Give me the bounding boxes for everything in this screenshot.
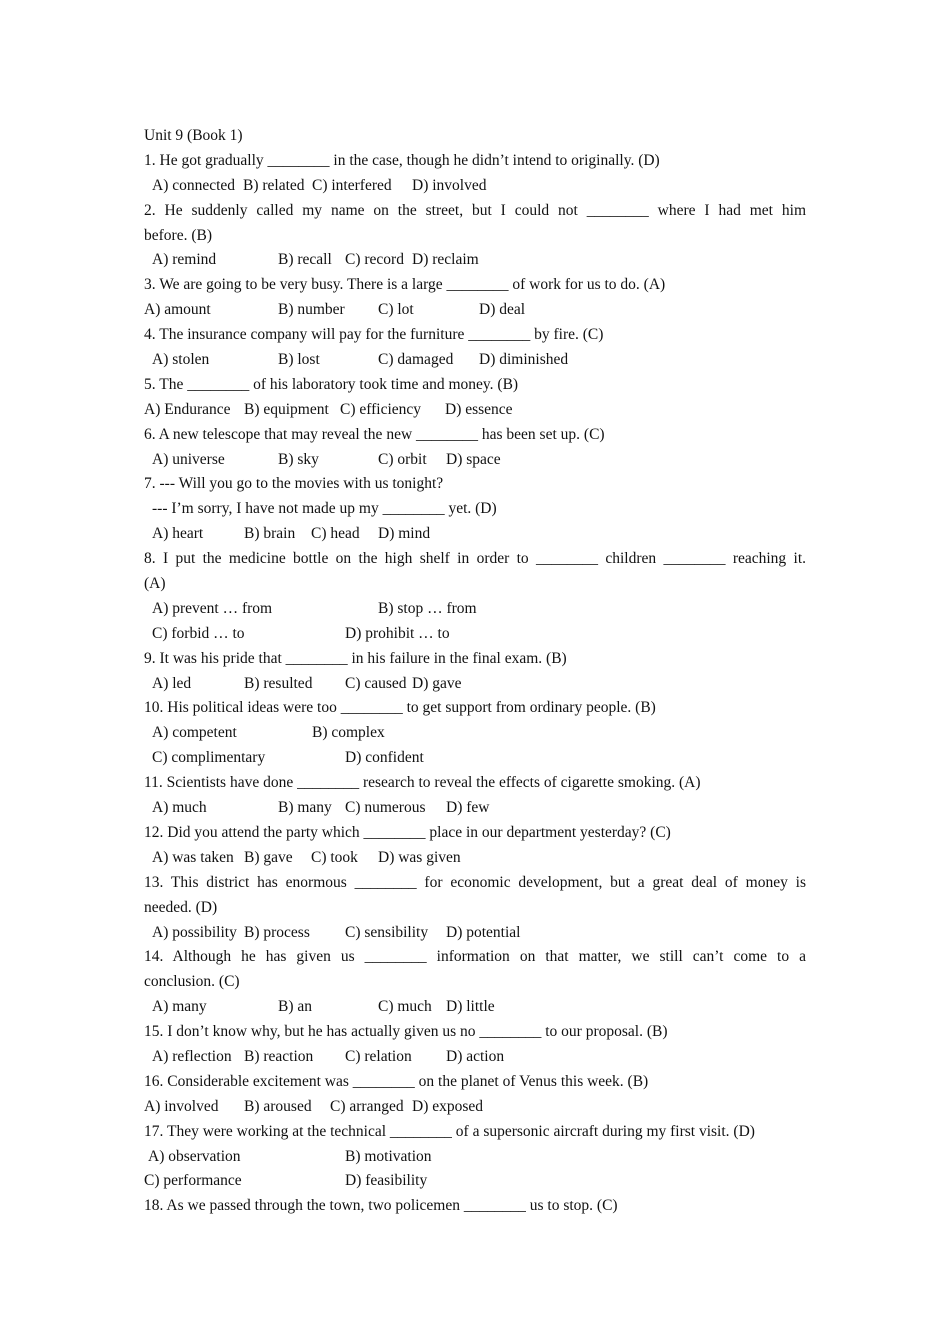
answer-option-d: D) essence: [445, 400, 513, 418]
answer-option-d: D) little: [446, 998, 495, 1016]
answer-option-d: D) deal: [479, 301, 526, 319]
question-stem: 1. He got gradually ________ in the case, though he didn’t intend to originally. (D): [144, 151, 660, 169]
question-stem: 18. As we passed through the town, two policemen ________ us to stop. (C): [144, 1197, 618, 1215]
option-row: [144, 398, 806, 423]
question-stem: 16. Considerable excitement was ________ on the planet of Venus this week. (B): [144, 1072, 649, 1090]
answer-option-a: A) connected: [152, 176, 236, 194]
answer-option-c: C) interfered: [312, 176, 392, 194]
answer-option-a: A) remind: [152, 251, 217, 269]
answer-option-b: B) gave: [244, 848, 293, 866]
answer-option-d: D) exposed: [412, 1097, 484, 1115]
answer-option-d: D) reclaim: [412, 251, 479, 269]
answer-option-d: D) diminished: [479, 351, 569, 369]
question-8: [144, 547, 806, 647]
document-title: Unit 9 (Book 1): [144, 127, 243, 144]
option-row: [144, 846, 806, 871]
question-stem: 7. --- Will you go to the movies with us tonight?: [144, 475, 444, 493]
answer-option-c: C) damaged: [378, 351, 454, 369]
answer-option-b: B) sky: [278, 450, 319, 468]
answer-option-a: A) prevent … from: [152, 599, 273, 617]
question-stem: 12. Did you attend the party which ________ place in our department yesterday? (C): [144, 823, 671, 841]
answer-option-d: D) few: [446, 799, 490, 817]
answer-option-a: A) involved: [144, 1097, 219, 1115]
answer-option-a: A) was taken: [152, 848, 234, 866]
option-row: [144, 248, 806, 273]
option-row: [144, 174, 806, 199]
answer-option-b: B) equipment: [244, 400, 329, 418]
question-stem-continued: --- I’m sorry, I have not made up my ________ yet. (D): [152, 500, 497, 518]
question-2: [144, 199, 806, 274]
question-stem: 2. He suddenly called my name on the street, but I could not ________ where I had met him: [144, 201, 806, 219]
answer-option-a: A) universe: [152, 450, 225, 468]
answer-option-c: C) lot: [378, 301, 414, 319]
answer-option-d: D) involved: [412, 176, 487, 194]
option-row: [144, 348, 806, 373]
question-4: [144, 323, 806, 373]
answer-option-d: D) action: [446, 1047, 505, 1065]
answer-option-d: D) potential: [446, 923, 521, 941]
question-3: [144, 273, 806, 323]
answer-option-c: C) much: [378, 998, 432, 1016]
answer-option-c: C) forbid … to: [152, 624, 245, 642]
answer-option-b: B) motivation: [345, 1147, 432, 1165]
answer-option-a: A) amount: [144, 301, 211, 319]
question-stem-continued: (A): [144, 575, 166, 593]
question-stem: 5. The ________ of his laboratory took time and money. (B): [144, 375, 519, 393]
question-16: [144, 1070, 806, 1120]
option-row: [144, 995, 806, 1020]
question-stem: 6. A new telescope that may reveal the new ________ has been set up. (C): [144, 425, 605, 443]
answer-option-a: A) competent: [152, 724, 237, 742]
question-stem: 17. They were working at the technical ________ of a supersonic aircraft during my first visit. (D): [144, 1122, 755, 1140]
answer-option-b: B) aroused: [244, 1097, 312, 1115]
question-9: [144, 647, 806, 697]
answer-option-a: A) Endurance: [144, 400, 231, 418]
answer-option-b: B) process: [244, 923, 310, 941]
answer-option-b: B) brain: [244, 525, 296, 543]
option-row: [144, 622, 806, 647]
question-15: [144, 1020, 806, 1070]
option-row: [144, 522, 806, 547]
answer-option-a: A) reflection: [152, 1047, 232, 1065]
answer-option-a: A) much: [152, 799, 207, 817]
answer-option-d: D) confident: [345, 749, 424, 767]
answer-option-c: C) efficiency: [340, 400, 422, 418]
answer-option-a: A) stolen: [152, 351, 210, 369]
question-5: [144, 373, 806, 423]
question-stem: 11. Scientists have done ________ research to reveal the effects of cigarette smoking. (A): [144, 774, 701, 792]
answer-option-b: B) stop … from: [378, 599, 477, 617]
option-row: [144, 721, 806, 746]
question-stem-continued: conclusion. (C): [144, 973, 240, 991]
answer-option-a: A) led: [152, 674, 192, 692]
answer-option-c: C) took: [311, 848, 358, 866]
answer-option-d: D) feasibility: [345, 1172, 428, 1190]
question-11: [144, 771, 806, 821]
question-1: [144, 149, 806, 199]
question-stem: 15. I don’t know why, but he has actually given us no ________ to our proposal. (B): [144, 1023, 668, 1041]
question-6: [144, 423, 806, 473]
answer-option-d: D) prohibit … to: [345, 624, 450, 642]
question-stem: 9. It was his pride that ________ in his failure in the final exam. (B): [144, 649, 567, 667]
answer-option-c: C) record: [345, 251, 404, 269]
answer-option-b: B) reaction: [244, 1047, 314, 1065]
option-row: [144, 448, 806, 473]
question-13: [144, 871, 806, 946]
question-list: [144, 149, 806, 1219]
answer-option-b: B) complex: [312, 724, 385, 742]
answer-option-a: A) possibility: [152, 923, 237, 941]
question-12: [144, 821, 806, 871]
answer-option-b: B) many: [278, 799, 332, 817]
question-stem: 10. His political ideas were too ________ to get support from ordinary people. (B): [144, 699, 656, 717]
question-stem: 13. This district has enormous ________ for economic development, but a great deal of money is: [144, 873, 806, 891]
question-stem: 4. The insurance company will pay for the furniture ________ by fire. (C): [144, 326, 604, 344]
answer-option-c: C) complimentary: [152, 749, 266, 767]
answer-option-d: D) gave: [412, 674, 462, 692]
question-stem-continued: needed. (D): [144, 898, 218, 916]
answer-option-a: A) many: [152, 998, 207, 1016]
answer-option-c: C) performance: [144, 1172, 242, 1190]
option-row: [144, 672, 806, 697]
document-body: [144, 124, 806, 1219]
question-17: [144, 1120, 806, 1195]
answer-option-b: B) number: [278, 301, 345, 319]
answer-option-c: C) caused: [345, 674, 407, 692]
answer-option-c: C) sensibility: [345, 923, 429, 941]
option-row: [144, 746, 806, 771]
answer-option-a: A) heart: [152, 525, 204, 543]
option-row: [144, 1169, 806, 1194]
answer-option-b: B) lost: [278, 351, 320, 369]
answer-option-b: B) resulted: [244, 674, 313, 692]
question-stem: 14. Although he has given us ________ information on that matter, we still can’t come to a: [144, 948, 806, 966]
question-10: [144, 696, 806, 771]
answer-option-d: D) mind: [378, 525, 431, 543]
answer-option-b: B) an: [278, 998, 313, 1016]
option-row: [144, 921, 806, 946]
option-row: [144, 597, 806, 622]
question-stem: 3. We are going to be very busy. There is a large ________ of work for us to do. (A): [144, 276, 666, 294]
answer-option-c: C) numerous: [345, 799, 426, 817]
question-7: [144, 472, 806, 547]
question-18: [144, 1194, 806, 1219]
option-row: [144, 796, 806, 821]
option-row: [144, 1045, 806, 1070]
answer-option-c: C) head: [311, 525, 360, 543]
option-row: [144, 1095, 806, 1120]
answer-option-c: C) arranged: [330, 1097, 404, 1115]
option-row: [144, 1145, 806, 1170]
answer-option-d: D) was given: [378, 848, 461, 866]
answer-option-b: B) related: [243, 176, 305, 194]
answer-option-b: B) recall: [278, 251, 332, 269]
answer-option-c: C) relation: [345, 1047, 412, 1065]
answer-option-d: D) space: [446, 450, 501, 468]
answer-option-a: A) observation: [148, 1147, 241, 1165]
answer-option-c: C) orbit: [378, 450, 427, 468]
question-14: [144, 945, 806, 1020]
question-stem-continued: before. (B): [144, 226, 212, 244]
question-stem: 8. I put the medicine bottle on the high shelf in order to ________ children ________ reaching it.: [144, 550, 806, 568]
option-row: [144, 298, 806, 323]
